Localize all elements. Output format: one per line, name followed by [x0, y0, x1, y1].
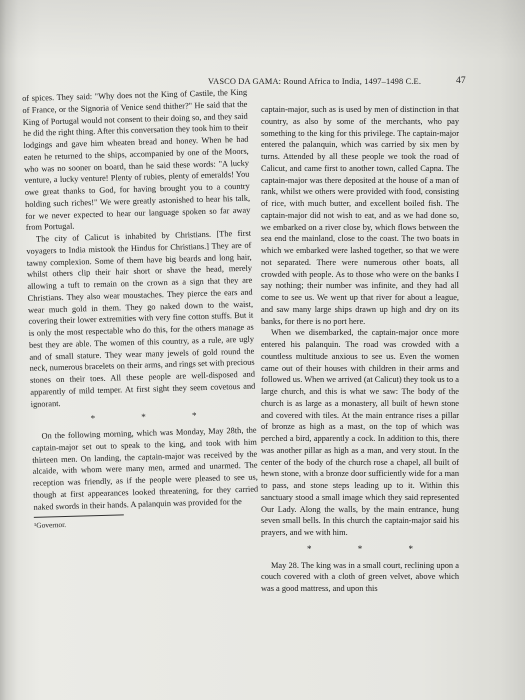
paragraph-bracketed: The city of Calicut is inhabited by Christians. [The first voyagers to India mistook the Hindus for Christians.] They are of tawny complexion. Some of them have big beards and long hair, whilst others clip their hair short or shave the head, merely allowing a tuft to remain on the crown as a sign that they are Christians. They also wear moustaches. They pierce the ears and wear much gold in them. They go naked down to the waist, covering their lower extremities with very fine cotton stuffs. But it is only the most respectable who do this, for the others manage as best they are able. The women of this country, as a rule, are ugly and of small stature. They wear many jewels of gold round the neck, numerous bracelets on their arms, and rings set with precious stones on their toes. All these people are well-disposed and apparently of mild temper. At first sight they seem covetous and ignorant. — [26, 228, 256, 409]
page-number: 47 — [456, 76, 466, 86]
running-title: VASCO DA GAMA: Round Africa to India, 1497–1498 C.E. — [208, 77, 422, 86]
section-break: * * * — [307, 543, 435, 554]
section-break: * * * — [90, 409, 219, 424]
paragraph: captain-major, such as is used by men of distinction in that country, as also by some of the merchants, who pay something to the king for this privilege. The captain-major entered the palanquin, which was carried by six men by turns. Attended by all these people we took the road of Calicut, and came first to another town, called Capna. The captain-major was there deposited at the house of a man of rank, whilst we others were provided with food, consisting of rice, with much butter, and excellent boiled fish. The captain-major did not wish to eat, and as we had done so, we embarked on a river close by, which flows between the sea end the mainland, close to the coast. The two boats in which we embarked were lashed together, so that we were not separated. There were numerous other boats, all crowded with people. As to those who were on the banks I say nothing; their number was infinite, and they had all come to see us. We went up that river for about a league, and saw many large ships drawn up high and dry on its banks, for there is no port here. — [261, 105, 459, 326]
footnote-rule — [34, 515, 124, 519]
footnote: ¹Governor. — [33, 520, 67, 531]
paragraph: of spices. They said: "Why does not the King of Castile, the King of France, or the Signoria of Venice send thither?" He said that the King of Portugal would not consent to their doing so, and they said he did the right thing. After this conversation they took him to their lodgings and gave him wheaten bread and honey. When he had eaten he returned to the ships, accompanied by one of the Moors, who was no sooner on board, than he said these words: "A lucky venture, a lucky venture! Plenty of rubies, plenty of emeralds! You owe great thanks to God, for having brought you to a country holding such riches!" We were greatly astonished to hear his talk, for we never expected to hear our language spoken so far away from Portugal. — [22, 87, 251, 233]
left-column — [22, 87, 259, 531]
right-column — [261, 104, 459, 595]
paragraph: When we disembarked, the captain-major once more entered his palanquin. The road was crowded with a countless multitude anxious to see us. Even the women came out of their houses with children in their arms and followed us. When we arrived (at Calicut) they took us to a large church, and this is what we saw: The body of the church is as large as a monastery, all built of hewn stone and covered with tiles. At the main entrance rises a pillar of bronze as high as a mast, on the top of which was perched a bird, apparently a cock. In addition to this, there was another pillar as high as a man, and very stout. In the center of the body of the church rose a chapel, all built of hewn stone, with a bronze door sufficiently wide for a man to pass, and stone steps leading up to it. Within this sanctuary stood a small image which they said represented Our Lady. Along the walls, by the main entrance, hung seven small bells. In this church the captain-major said his prayers, and we with him. — [261, 328, 459, 537]
paragraph: May 28. The king was in a small court, reclining upon a couch covered with a cloth of green velvet, above which was a good mattress, and upon this — [261, 560, 459, 593]
paragraph: On the following morning, which was Monday, May 28th, the captain-major set out to speak to the king, and took with him thirteen men. On landing, the captain-major was received by the alcaide, with whom were many men, armed and unarmed. The reception was friendly, as if the people were pleased to see us, though at first appearances looked threatening, for they carried naked swords in their hands. A palanquin was provided for the — [31, 425, 259, 512]
